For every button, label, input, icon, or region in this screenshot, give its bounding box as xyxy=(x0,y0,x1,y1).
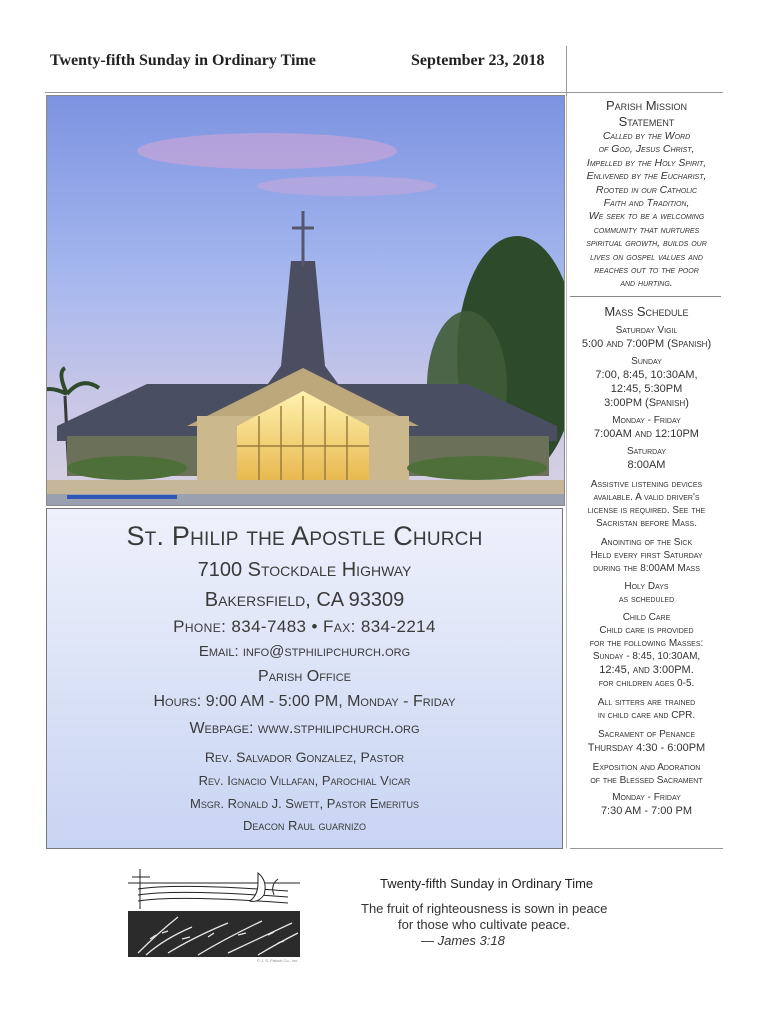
column-divider xyxy=(566,96,567,848)
saturday-label: Saturday xyxy=(626,446,667,457)
assistive-text: license is required. See the xyxy=(587,505,706,516)
clergy-pastor: Rev. Salvador Gonzalez, Pastor xyxy=(204,749,405,765)
mission-line: Called by the Word xyxy=(602,130,691,142)
city-state-zip: Bakersfield, CA 93309 xyxy=(204,589,405,611)
bulletin-date: September 23, 2018 xyxy=(411,52,545,69)
mission-line: reaches out to the poor xyxy=(594,264,699,277)
mission-line: Enlivened by the Eucharist, xyxy=(586,170,707,183)
child-care-text: for children ages 0-5. xyxy=(598,678,695,689)
parish-office-label: Parish Office xyxy=(258,668,351,685)
street-address: 7100 Stockdale Highway xyxy=(197,559,412,581)
holy-days-text: as scheduled xyxy=(618,594,675,605)
sitters-text: in child care and CPR. xyxy=(597,710,696,721)
saturday-times: 8:00AM xyxy=(627,459,666,471)
sat-vigil-label: Saturday Vigil xyxy=(615,325,678,336)
church-info-box xyxy=(46,508,563,849)
bulletin-week-title: Twenty-fifth Sunday in Ordinary Time xyxy=(50,52,316,69)
child-care-text: Child care is provided xyxy=(599,625,694,636)
weekday-times: 7:00AM and 12:10PM xyxy=(594,428,699,440)
section-divider xyxy=(570,296,721,297)
child-care-text: 12:45, and 3:00PM. xyxy=(599,664,694,676)
scripture-quote-line-2: for those who cultivate peace. xyxy=(398,917,570,932)
mission-line: of God, Jesus Christ, xyxy=(598,143,695,156)
top-rule xyxy=(45,92,723,93)
child-care-label: Child Care xyxy=(622,612,671,623)
scripture-quote-line-1: The fruit of righteousness is sown in peace xyxy=(361,901,608,916)
holy-days-label: Holy Days xyxy=(624,581,669,592)
header-divider xyxy=(566,46,567,96)
adoration-label: Exposition and Adoration xyxy=(592,762,701,773)
church-photo xyxy=(46,95,565,506)
mission-line: Rooted in our Catholic xyxy=(595,183,698,196)
clergy-deacon: Deacon Raul guarnizo xyxy=(242,818,366,833)
reading-title: Twenty-fifth Sunday in Ordinary Time xyxy=(380,876,594,891)
child-care-text: Sunday - 8:45, 10:30AM, xyxy=(592,651,701,662)
mission-line: spiritual growth, builds our xyxy=(586,237,707,250)
clergy-emeritus: Msgr. Ronald J. Swett, Pastor Emeritus xyxy=(190,796,419,811)
sitters-text: All sitters are trained xyxy=(597,697,696,708)
mission-section xyxy=(570,98,723,291)
mission-title-2: Statement xyxy=(618,114,675,129)
art-credit: © J. S. Paluch Co., Inc. xyxy=(257,958,299,963)
sunday-times: 7:00, 8:45, 10:30AM, xyxy=(595,369,698,381)
sunday-label: Sunday xyxy=(631,356,662,367)
email-address: Email: info@stphilipchurch.org xyxy=(198,643,411,660)
sat-vigil-times: 5:00 and 7:00PM (Spanish) xyxy=(581,338,712,350)
anointing-text: Held every first Saturday xyxy=(590,550,703,561)
phone-fax: Phone: 834-7483 • Fax: 834-2214 xyxy=(173,617,436,636)
mission-line: Faith and Tradition, xyxy=(603,197,690,210)
webpage: Webpage: www.stphilipchurch.org xyxy=(189,720,420,737)
office-hours: Hours: 9:00 AM - 5:00 PM, Monday - Friday xyxy=(153,693,456,710)
sunday-times: 3:00PM (Spanish) xyxy=(604,397,689,409)
mission-line: community that nurtures xyxy=(593,223,700,236)
mission-line: and hurting. xyxy=(620,277,673,290)
child-care-text: for the following Masses: xyxy=(589,638,704,649)
sower-illustration xyxy=(128,869,300,965)
mission-line: lives on gospel values and xyxy=(590,250,703,263)
bottom-rule xyxy=(570,848,723,849)
mission-line: Impelled by the Holy Spirit, xyxy=(586,156,707,169)
sunday-times: 12:45, 5:30PM xyxy=(610,383,683,395)
mass-schedule-section xyxy=(570,304,723,818)
penance-text: Thursday 4:30 - 6:00PM xyxy=(587,742,706,754)
anointing-text: during the 8:00AM Mass xyxy=(593,563,700,574)
clergy-vicar: Rev. Ignacio Villafan, Parochial Vicar xyxy=(198,773,411,788)
weekday-label: Monday - Friday xyxy=(612,415,681,426)
assistive-text: Sacristan before Mass. xyxy=(596,518,697,529)
assistive-text: Assistive listening devices xyxy=(590,479,703,490)
assistive-text: available. A valid driver's xyxy=(593,492,700,503)
adoration-times: 7:30 AM - 7:00 PM xyxy=(600,805,693,817)
mission-line: We seek to be a welcoming xyxy=(588,210,705,223)
church-name: St. Philip the Apostle Church xyxy=(126,521,483,551)
adoration-days: Monday - Friday xyxy=(612,792,681,803)
mass-schedule-title: Mass Schedule xyxy=(604,304,689,319)
mission-title-1: Parish Mission xyxy=(605,98,688,113)
scripture-reference: — James 3:18 xyxy=(421,933,505,948)
penance-label: Sacrament of Penance xyxy=(597,729,696,740)
adoration-label: of the Blessed Sacrament xyxy=(590,775,703,786)
anointing-label: Anointing of the Sick xyxy=(600,537,693,548)
